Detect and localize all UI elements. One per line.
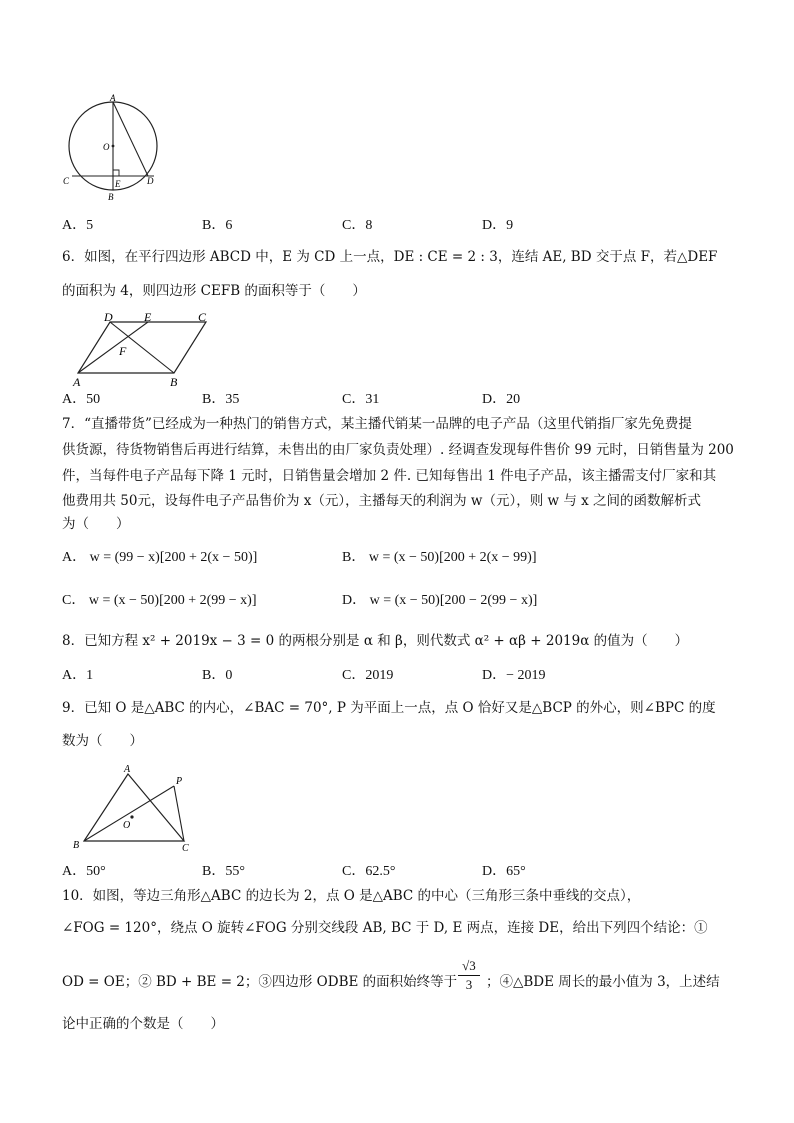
right-angle-mark xyxy=(113,170,119,176)
label-b: B xyxy=(73,840,80,851)
label-d: D xyxy=(104,310,113,324)
q10-stem-line3a: OD = OE；② BD + BE = 2；③四边形 ODBE 的面积始终等于 xyxy=(62,974,458,990)
label-b: B xyxy=(108,192,114,202)
label-c: C xyxy=(198,310,207,324)
q7-stem-line1: 7．“直播带货”已经成为一种热门的销售方式，某主播代销某一品牌的电子产品（这里代销指厂家先免费提 xyxy=(62,416,692,432)
label-o: O xyxy=(103,142,110,152)
segment-ae xyxy=(78,322,148,373)
q5-option-d: D．9 xyxy=(482,218,514,233)
label-f: F xyxy=(119,344,127,358)
label-a: A xyxy=(73,375,81,389)
triangle-figure xyxy=(66,762,196,852)
q8-option-c: C．2019 xyxy=(342,668,394,683)
q8-option-d: D．− 2019 xyxy=(482,668,546,683)
q10-stem-line1: 10．如图，等边三角形△ABC 的边长为 2，点 O 是△ABC 的中心（三角形三条中垂线的交点）， xyxy=(62,888,641,904)
q9-option-c: C．62.5° xyxy=(342,864,396,879)
q7-option-d: D． w = (x − 50)[200 − 2(99 − x)] xyxy=(342,593,538,608)
q9-option-d: D．65° xyxy=(482,864,526,879)
q9-stem-line2: 数为（ ） xyxy=(62,733,143,749)
q6-option-b: B．35 xyxy=(202,392,240,407)
label-a: A xyxy=(110,93,116,103)
fraction-numerator: √3 xyxy=(458,958,480,976)
q10-stem-line4: 论中正确的个数是（ ） xyxy=(62,1016,224,1032)
q5-option-b: B．6 xyxy=(202,218,233,233)
label-d: D xyxy=(147,176,154,186)
q8-option-a: A．1 xyxy=(62,668,94,683)
label-o: O xyxy=(123,820,131,831)
q9-stem-line1: 9．已知 O 是△ABC 的内心，∠BAC = 70°, P 为平面上一点，点 O 恰好又是△BCP 的外心，则∠BPC 的度 xyxy=(62,700,716,716)
label-p: P xyxy=(176,776,183,787)
q9-option-b: B．55° xyxy=(202,864,245,879)
q8-stem-line1: 8．已知方程 x² + 2019x − 3 = 0 的两根分别是 α 和 β，则代数式 α² + αβ + 2019α 的值为（ ） xyxy=(62,633,689,649)
label-c: C xyxy=(182,843,189,852)
q7-option-b: B． w = (x − 50)[200 + 2(x − 99)] xyxy=(342,550,537,565)
q7-stem-line5: 为（ ） xyxy=(62,516,130,532)
q10-stem-line2: ∠FOG = 120°，绕点 O 旋转∠FOG 分别交线段 AB, BC 于 D, E 两点，连接 DE，给出下列四个结论：① xyxy=(62,920,708,936)
q6-option-a: A．50 xyxy=(62,392,101,407)
triangle-abc xyxy=(84,774,184,841)
label-c: C xyxy=(63,176,70,186)
q7-stem-line3: 件，当每件电子产品每下降 1 元时，日销售量会增加 2 件. 已知每售出 1 件电子产品，该主播需支付厂家和其 xyxy=(62,468,717,484)
fraction-denominator: 3 xyxy=(465,977,473,992)
q9-option-a: A．50° xyxy=(62,864,106,879)
q7-stem-line4: 他费用共 50元，设每件电子产品售价为 x（元），主播每天的利润为 w（元），则 w 与 x 之间的函数解析式 xyxy=(62,493,702,509)
label-e: E xyxy=(144,310,152,324)
q8-option-b: B．0 xyxy=(202,668,233,683)
label-b: B xyxy=(170,375,178,389)
q10-stem-line3b: ；④△BDE 周长的最小值为 3，上述结 xyxy=(486,974,720,990)
q5-option-c: C．8 xyxy=(342,218,373,233)
q7-option-a: A． w = (99 − x)[200 + 2(x − 50)] xyxy=(62,550,258,565)
segment-pc xyxy=(174,786,184,841)
label-e: E xyxy=(115,179,121,189)
q7-option-c: C． w = (x − 50)[200 + 2(99 − x)] xyxy=(62,593,257,608)
q6-stem-line2: 的面积为 4，则四边形 CEFB 的面积等于（ ） xyxy=(62,283,366,299)
fraction-sqrt3-over-3 xyxy=(458,958,480,993)
q5-option-a: A．5 xyxy=(62,218,94,233)
label-a: A xyxy=(124,764,131,775)
point-o xyxy=(130,815,133,818)
q6-stem-line1: 6．如图，在平行四边形 ABCD 中，E 为 CD 上一点，DE : CE = 2 : 3，连结 AE, BD 交于点 F，若△DEF xyxy=(62,249,718,265)
q6-option-c: C．31 xyxy=(342,392,380,407)
circle-figure xyxy=(60,92,170,204)
q6-option-d: D．20 xyxy=(482,392,521,407)
q7-stem-line2: 供货源，待货物销售后再进行结算，未售出的由厂家负责处理）. 经调查发现每件售价 99 元时，日销售量为 200 xyxy=(62,442,734,458)
center-point xyxy=(112,145,115,148)
parallelogram-figure xyxy=(68,310,218,390)
